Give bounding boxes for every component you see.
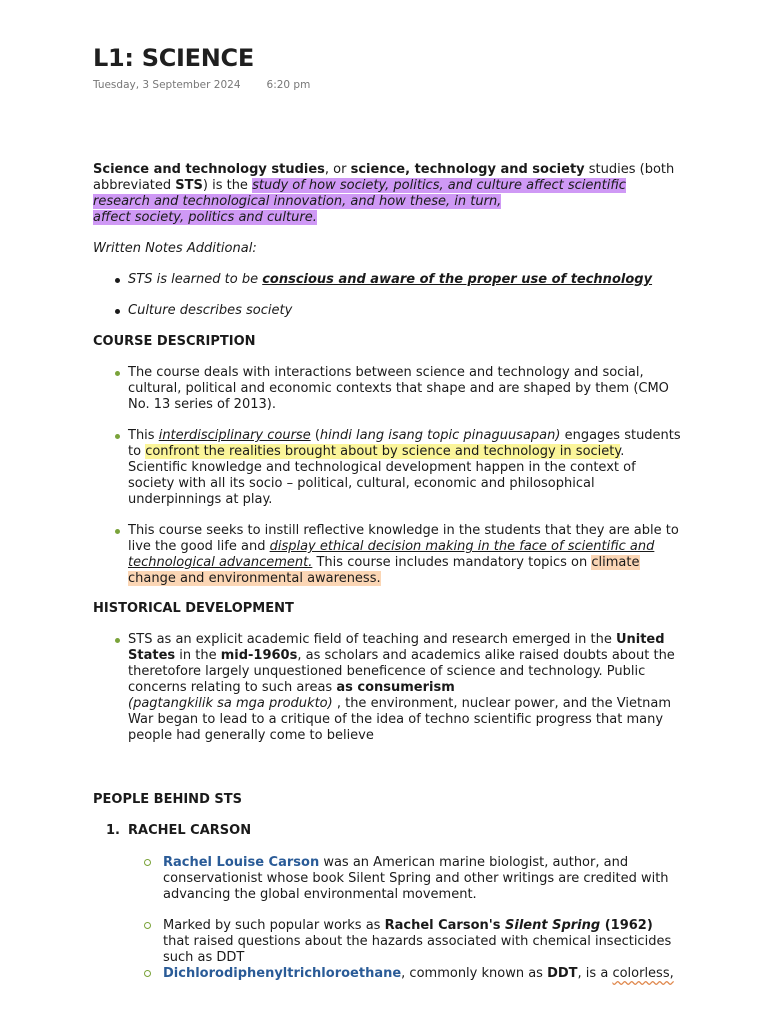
written-notes-list: [93, 272, 683, 319]
list-item: [93, 303, 683, 319]
name-link: Rachel Louise Carson: [163, 855, 320, 870]
list-item: [93, 823, 683, 839]
text: Written Notes Additional:: [93, 241, 257, 256]
text: Rachel Carson's: [384, 918, 506, 933]
text: ) is the: [202, 178, 253, 193]
text: was an American marine biologist, author, and conservationist whose book Silent Spring and other writings are credited with advancing the global environmental movement.: [163, 855, 669, 902]
list-item: [93, 272, 683, 288]
highlight-yellow: confront the realities brought about by science and technology in society: [145, 444, 621, 459]
page-time: 6:20 pm: [266, 79, 311, 91]
list-item: [93, 855, 683, 903]
text: hindi lang isang topic pinaguusapan): [319, 428, 561, 443]
text: , as scholars and academics alike raised doubts about the theretofore largely unquestioned beneficence of science and technology. Public concerns relating to such areas: [128, 648, 675, 695]
text: This: [128, 428, 159, 443]
term-sts-society: science, technology and society: [350, 162, 585, 177]
written-notes-label: [93, 241, 683, 257]
underlined-term: display ethical decision making in the face of scientific and technological advancement.: [128, 539, 655, 570]
spellcheck-underline: colorless,: [612, 966, 674, 981]
list-item: [93, 523, 683, 587]
text: mid-1960s: [220, 648, 298, 663]
text: United States: [128, 632, 665, 663]
text: STS as an explicit academic field of teaching and research emerged in the: [128, 632, 616, 647]
text: This course includes mandatory topics on: [312, 555, 592, 570]
section-heading-course-description: COURSE DESCRIPTION: [93, 334, 256, 349]
text: (: [310, 428, 320, 443]
text: as consumerism: [336, 680, 455, 695]
text: in the: [175, 648, 221, 663]
intro-paragraph: [93, 162, 683, 226]
page-title: L1: SCIENCE: [93, 44, 254, 72]
text: , or: [324, 162, 351, 177]
text: , commonly known as: [401, 966, 548, 981]
list-item: [93, 428, 683, 508]
list-item: [93, 966, 683, 982]
text: engages students to: [128, 428, 681, 459]
text: studies (both abbreviated: [93, 162, 675, 193]
section-heading-historical: HISTORICAL DEVELOPMENT: [93, 601, 294, 616]
carson-list: [93, 855, 683, 982]
text: , is a: [577, 966, 613, 981]
term-abbrev: STS: [175, 178, 203, 193]
page-date: Tuesday, 3 September 2024: [93, 79, 241, 91]
text: (1962): [600, 918, 653, 933]
name-link: Dichlorodiphenyltrichloroethane: [163, 966, 402, 981]
highlight-orange: climate change and environmental awareness.: [128, 555, 640, 586]
text: Silent Spring: [505, 918, 601, 933]
list-item: [93, 918, 683, 966]
highlight-definition-end: affect society, politics and culture.: [93, 210, 317, 225]
term-sts: Science and technology studies: [93, 162, 325, 177]
highlight-definition: study of how society, politics, and culture affect scientific research and technological innovation, and how these, in turn,: [93, 178, 626, 209]
text: (pagtangkilik sa mga produkto): [128, 696, 333, 711]
underlined-term: interdisciplinary course: [158, 428, 311, 443]
list-item: The course deals with interactions between science and technology and social, cultural, political and economic contexts that shape and are shaped by them (CMO No. 13 series of 2013).: [93, 365, 683, 413]
text: This course seeks to instill reflective knowledge in the students that they are able to live the good life and: [128, 523, 679, 554]
text: RACHEL CARSON: [128, 823, 252, 838]
text: Marked by such popular works as: [163, 918, 385, 933]
text: that raised questions about the hazards associated with chemical insecticides such as DDT: [163, 934, 672, 965]
text: Culture describes society: [128, 303, 293, 318]
text: STS is learned to be: [128, 272, 263, 287]
text: . Scientific knowledge and technological development happen in the context of society with all its socio – political, cultural, economic and philosophical underpinnings at play.: [128, 444, 636, 507]
people-list: [93, 823, 683, 839]
text: DDT: [547, 966, 578, 981]
underlined-term: conscious and aware of the proper use of technology: [262, 272, 653, 287]
list-number: 1.: [106, 823, 120, 838]
page-meta: [93, 79, 310, 91]
course-description-list: [93, 365, 683, 587]
text: , the environment, nuclear power, and the Vietnam War began to lead to a critique of the idea of techno scientific progress that many people had generally come to believe: [128, 696, 671, 743]
historical-list: [93, 632, 683, 744]
section-heading-people: PEOPLE BEHIND STS: [93, 792, 242, 807]
list-item: [93, 632, 683, 744]
page-content[interactable]: [93, 162, 683, 982]
